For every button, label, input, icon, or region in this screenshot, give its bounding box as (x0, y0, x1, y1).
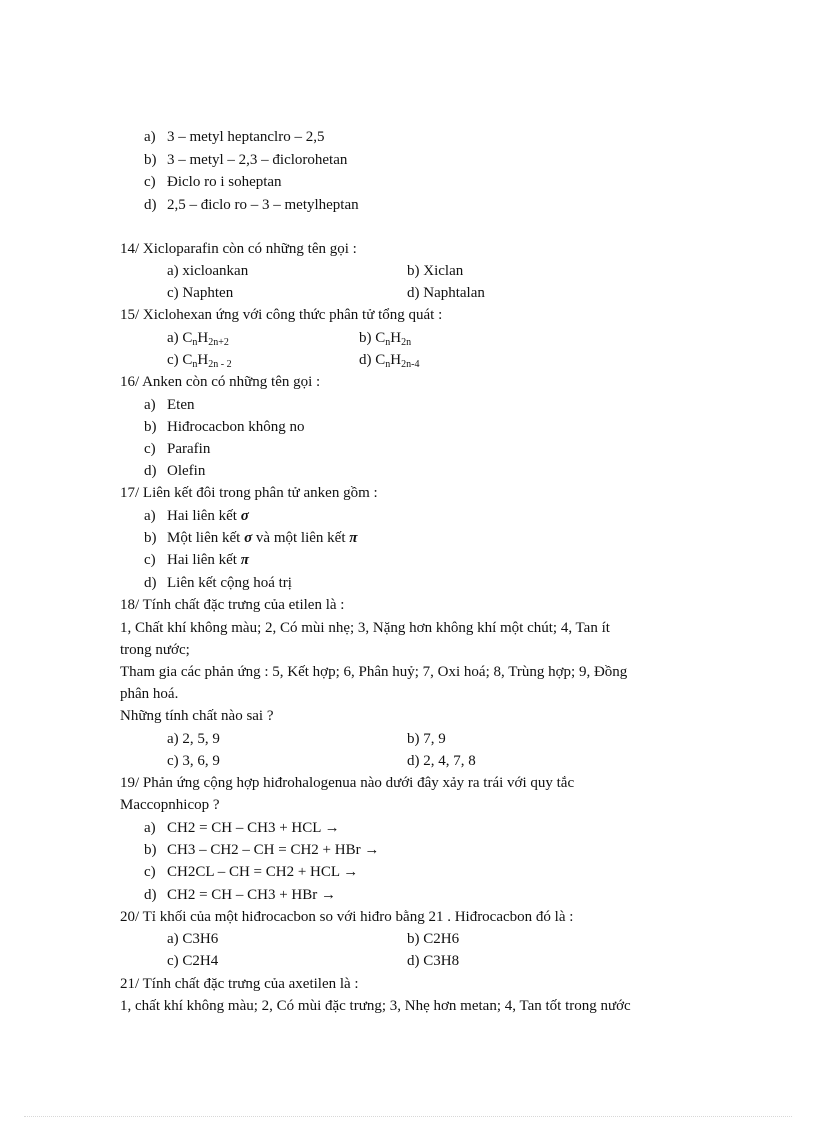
option-text: Liên kết cộng hoá trị (167, 575, 292, 591)
formula-subscript: n (192, 359, 198, 370)
question-18: 18/ Tính chất đặc trưng của etilen là : (120, 597, 345, 613)
option-text: 3 – metyl – 2,3 – điclorohetan (167, 152, 348, 168)
option-label: d) (144, 463, 157, 479)
formula-part: C (375, 352, 386, 368)
option-d (359, 350, 419, 370)
question-14: 14/ Xicloparafin còn có những tên gọi : (120, 241, 357, 257)
paragraph-line: 1, chất khí không màu; 2, Có mùi đặc trưng; 3, Nhẹ hơn metan; 4, Tan tốt trong nước (120, 998, 631, 1014)
option-text: 3 – metyl heptanclro – 2,5 (167, 129, 325, 145)
formula-part: H (197, 352, 209, 368)
option-b: b) Xiclan (407, 263, 464, 279)
option-text: Điclo ro i soheptan (167, 174, 282, 190)
option-text: Một liên kết (167, 530, 245, 546)
option-d: d) Naphtalan (407, 285, 485, 301)
option-label: d) (144, 887, 157, 903)
option-c (167, 550, 249, 570)
question-19: 19/ Phản ứng cộng hợp hiđrohalogenua nào dưới đây xảy ra trái với quy tắc (120, 775, 575, 791)
pi-symbol: π (349, 530, 358, 546)
sigma-symbol: σ (244, 530, 253, 546)
paragraph-line: Những tính chất nào sai ? (120, 708, 274, 724)
pi-symbol: π (240, 552, 249, 568)
page-bottom-rule (24, 1116, 792, 1117)
formula-part: C (182, 330, 193, 346)
formula-part: H (197, 330, 209, 346)
option-a (167, 506, 249, 526)
formula-subscript: 2n - 2 (208, 359, 232, 370)
formula-subscript: 2n-4 (401, 359, 420, 370)
option-a: a) xicloankan (167, 263, 249, 279)
paragraph-line: phân hoá. (120, 686, 179, 702)
option-label: a) (144, 397, 156, 413)
option-label: b) (359, 330, 372, 346)
sigma-symbol: σ (240, 508, 249, 524)
option-b: b) C2H6 (407, 931, 460, 947)
option-label: c) (144, 864, 156, 880)
option-c (167, 350, 232, 370)
option-b (359, 328, 411, 348)
option-label: a) (167, 330, 179, 346)
option-label: d) (144, 197, 157, 213)
option-label: b) (144, 152, 157, 168)
option-b (167, 528, 357, 548)
option-label: a) (144, 508, 156, 524)
option-text: Hai liên kết (167, 508, 241, 524)
option-label: d) (359, 352, 372, 368)
formula-part: H (390, 330, 402, 346)
option-label: a) (144, 820, 156, 836)
option-text: CH2 = CH – CH3 + HBr → (167, 887, 337, 903)
option-text: CH2CL – CH = CH2 + HCL → (167, 864, 359, 880)
option-b: b) 7, 9 (407, 731, 446, 747)
paragraph-line: Tham gia các phản ứng : 5, Kết hợp; 6, Phân huỷ; 7, Oxi hoá; 8, Trùng hợp; 9, Đồng (120, 664, 628, 680)
option-text: và một liên kết (252, 530, 350, 546)
formula-subscript: 2n (401, 337, 412, 348)
option-label: c) (144, 552, 156, 568)
option-text: Parafin (167, 441, 211, 457)
option-label: b) (144, 842, 157, 858)
option-a (167, 328, 229, 348)
question-20: 20/ Tỉ khối của một hiđrocacbon so với hiđro bằng 21 . Hiđrocacbon đó là : (120, 909, 574, 925)
formula-subscript: n (385, 337, 391, 348)
option-text: CH3 – CH2 – CH = CH2 + HBr → (167, 842, 380, 858)
option-label: c) (144, 174, 156, 190)
option-text: Hiđrocacbon không no (167, 419, 305, 435)
option-label: d) (144, 575, 157, 591)
option-a: a) C3H6 (167, 931, 219, 947)
option-text: 2,5 – điclo ro – 3 – metylheptan (167, 197, 359, 213)
option-label: a) (144, 129, 156, 145)
option-text: Hai liên kết (167, 552, 241, 568)
option-c: c) C2H4 (167, 953, 219, 969)
option-d: d) C3H8 (407, 953, 460, 969)
formula-part: H (390, 352, 402, 368)
formula-subscript: 2n+2 (208, 337, 229, 348)
formula-part: C (182, 352, 193, 368)
formula-subscript: n (385, 359, 391, 370)
option-label: b) (144, 419, 157, 435)
question-15: 15/ Xiclohexan ứng với công thức phân tử tổng quát : (120, 307, 443, 323)
option-label: c) (144, 441, 156, 457)
option-label: c) (167, 352, 179, 368)
option-label: b) (144, 530, 157, 546)
paragraph-line: trong nước; (120, 642, 190, 658)
option-c: c) 3, 6, 9 (167, 753, 220, 769)
paragraph-line: 1, Chất khí không màu; 2, Có mùi nhẹ; 3, Nặng hơn không khí một chút; 4, Tan ít (120, 620, 610, 636)
question-19-cont: Maccopnhicop ? (120, 797, 220, 813)
option-text: CH2 = CH – CH3 + HCL → (167, 820, 340, 836)
question-17: 17/ Liên kết đôi trong phân tử anken gồm : (120, 485, 378, 501)
formula-subscript: n (192, 337, 198, 348)
option-c: c) Naphten (167, 285, 234, 301)
formula-part: C (375, 330, 386, 346)
question-21: 21/ Tính chất đặc trưng của axetilen là : (120, 976, 359, 992)
option-text: Eten (167, 397, 195, 413)
option-a: a) 2, 5, 9 (167, 731, 220, 747)
option-text: Olefin (167, 463, 206, 479)
question-16: 16/ Anken còn có những tên gọi : (120, 374, 321, 390)
option-d: d) 2, 4, 7, 8 (407, 753, 476, 769)
